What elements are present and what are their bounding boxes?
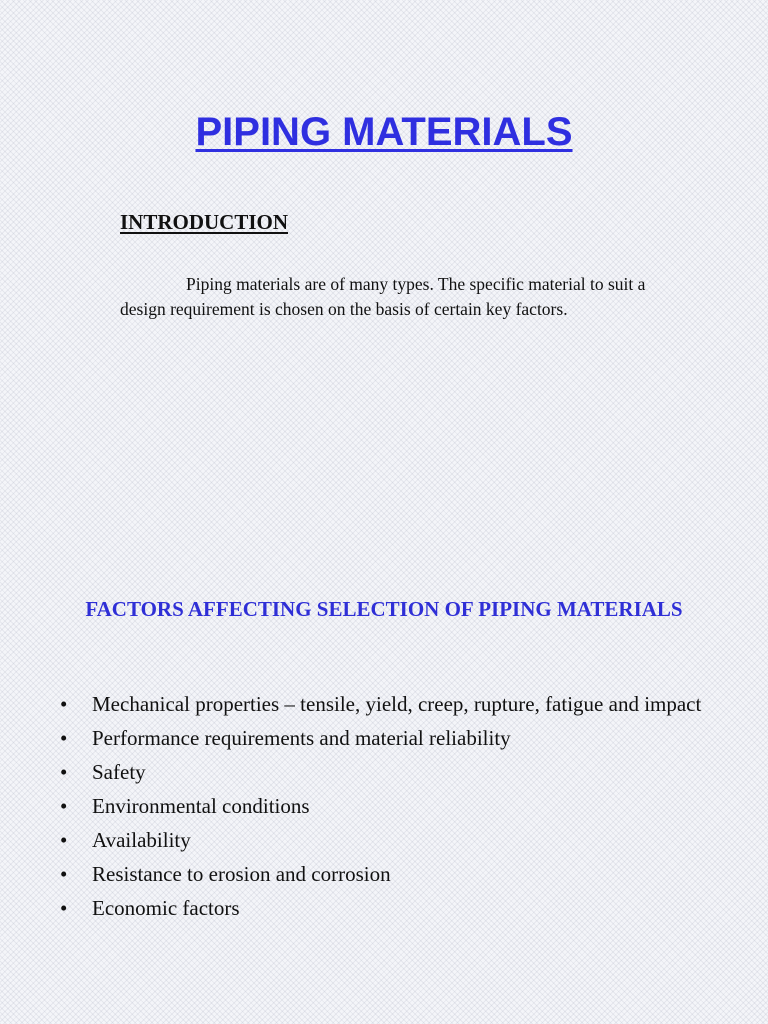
- list-item: [58, 894, 708, 922]
- list-item: [58, 690, 708, 718]
- introduction-heading: INTRODUCTION: [120, 210, 289, 234]
- list-item-text: Economic factors: [92, 896, 240, 920]
- list-item: [58, 826, 708, 854]
- list-item-text: Environmental conditions: [92, 794, 310, 818]
- bullet-icon: •: [60, 794, 68, 818]
- list-item-text: Safety: [92, 760, 146, 784]
- list-item: [58, 860, 708, 888]
- page-title-text: PIPING MATERIALS: [195, 110, 573, 154]
- page-title: [0, 106, 768, 158]
- list-item: [58, 758, 708, 786]
- list-item-text: Availability: [92, 828, 191, 852]
- list-item-text: Performance requirements and material reliability: [92, 726, 511, 750]
- introduction-paragraph: Piping materials are of many types. The specific material to suit a design requirement is chosen on the basis of certain key factors.: [120, 274, 646, 319]
- bullet-icon: •: [60, 692, 68, 716]
- bullet-icon: •: [60, 760, 68, 784]
- bullet-icon: •: [60, 862, 68, 886]
- factors-heading: FACTORS AFFECTING SELECTION OF PIPING MATERIALS: [85, 597, 683, 621]
- bullet-icon: •: [60, 896, 68, 920]
- list-item-text: Resistance to erosion and corrosion: [92, 862, 391, 886]
- bullet-icon: •: [60, 828, 68, 852]
- bullet-icon: •: [60, 726, 68, 750]
- list-item: [58, 792, 708, 820]
- list-item-text: Mechanical properties – tensile, yield, creep, rupture, fatigue and impact: [92, 692, 702, 716]
- list-item: [58, 724, 708, 752]
- factors-list: [58, 690, 708, 928]
